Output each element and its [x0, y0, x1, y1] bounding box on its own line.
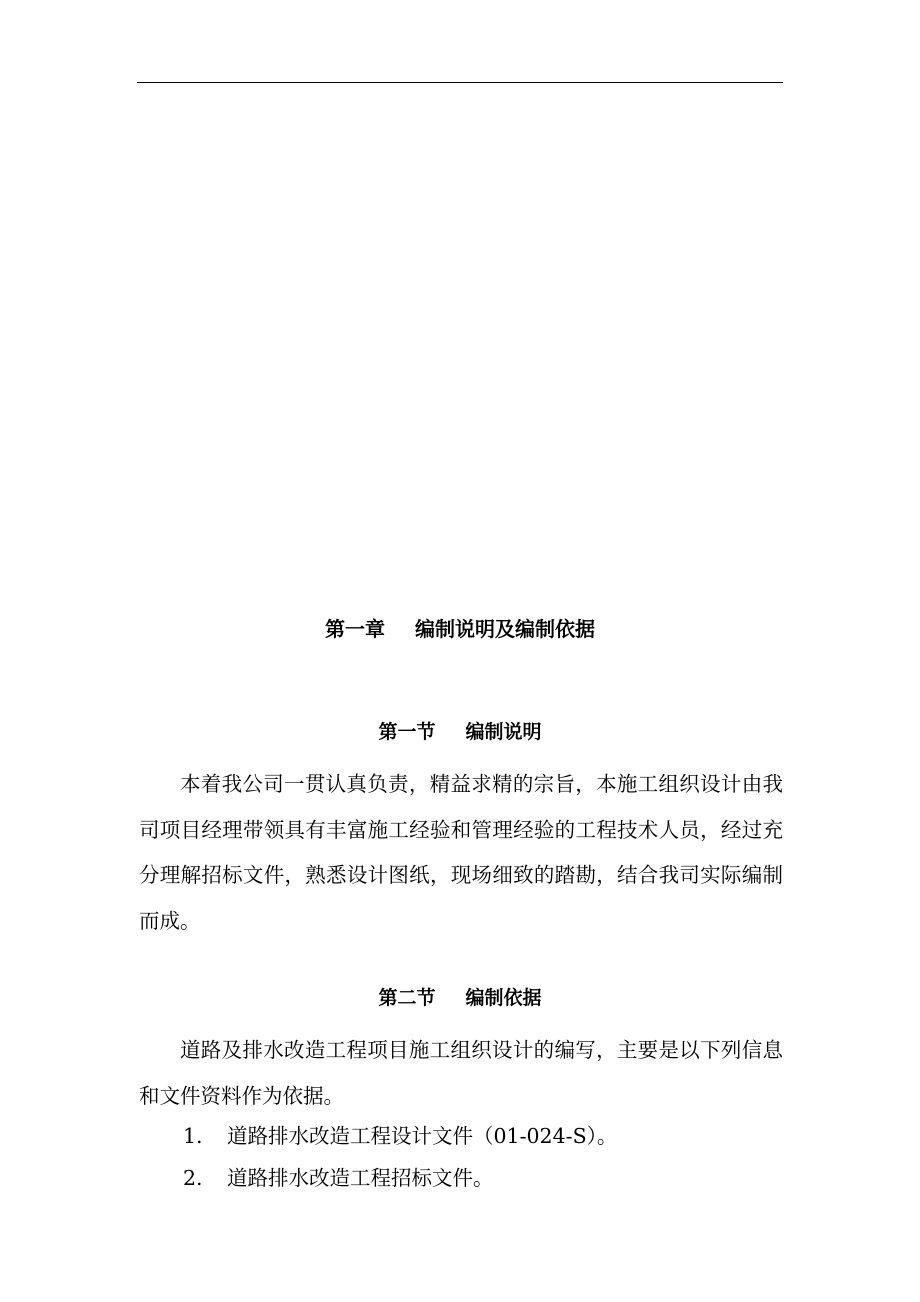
list-item-text: 道路排水改造工程招标文件。 — [227, 1166, 494, 1190]
list-item-text: 道路排水改造工程设计文件（01-024-S）。 — [227, 1124, 618, 1148]
section-1-title: 编制说明 — [465, 721, 542, 743]
section-1-heading — [0, 717, 920, 747]
section-2-heading — [0, 983, 920, 1013]
list-item — [183, 1163, 783, 1193]
section-2-paragraph: 道路及排水改造工程项目施工组织设计的编写，主要是以下列信息和文件资料作为依据。 — [139, 1038, 783, 1108]
list-item — [183, 1121, 783, 1151]
chapter-label: 第一章 — [325, 617, 385, 641]
list-item-number: 1. — [183, 1124, 203, 1148]
chapter-heading — [0, 614, 920, 644]
chapter-title: 编制说明及编制依据 — [415, 617, 595, 641]
list-item-number: 2. — [183, 1166, 203, 1190]
header-rule — [137, 82, 783, 83]
section-1-paragraph: 本着我公司一贯认真负责，精益求精的宗旨，本施工组织设计由我司项目经理带领具有丰富施工经验和管理经验的工程技术人员，经过充分理解招标文件，熟悉设计图纸，现场细致的踏勘，结合我司实际编制而成。 — [139, 772, 783, 933]
section-2-label: 第二节 — [378, 987, 436, 1009]
section-1-label: 第一节 — [378, 721, 436, 743]
section-2-title: 编制依据 — [465, 987, 542, 1009]
